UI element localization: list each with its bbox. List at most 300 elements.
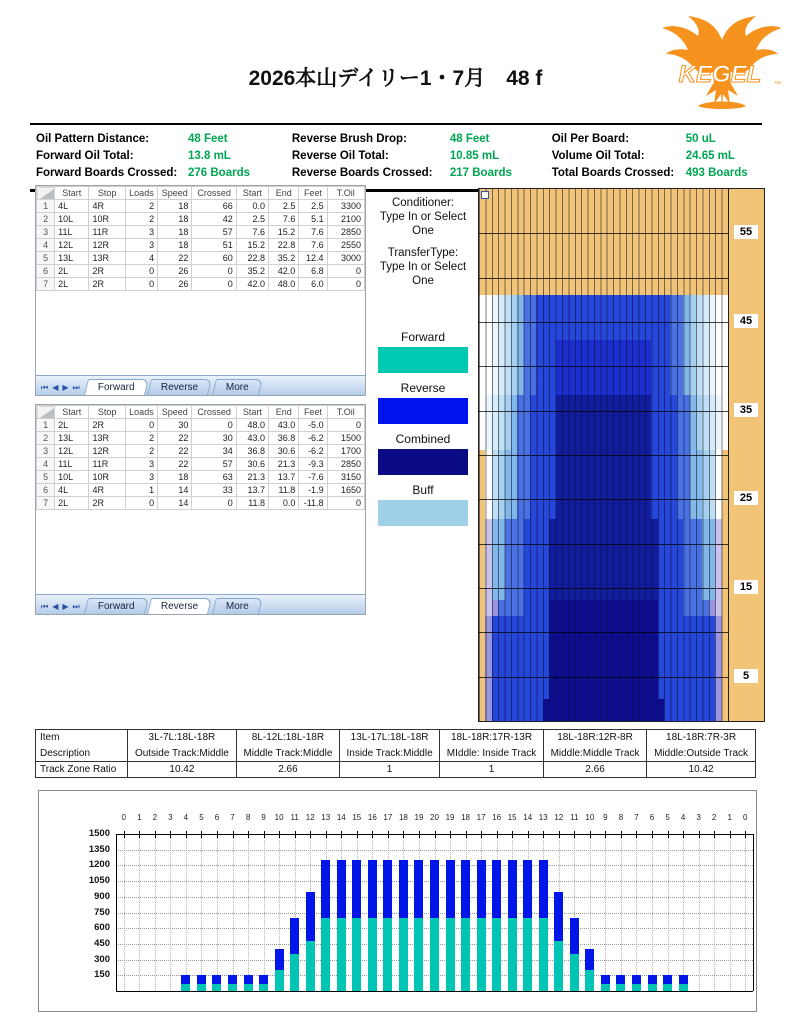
row-number: 5 bbox=[37, 471, 55, 484]
x-tick-label: 9 bbox=[603, 813, 608, 822]
bar-reverse bbox=[616, 975, 625, 984]
bar-reverse bbox=[446, 860, 455, 918]
x-tick-label: 7 bbox=[230, 813, 235, 822]
x-tick-label: 8 bbox=[245, 813, 251, 822]
tab-forward[interactable] bbox=[84, 379, 149, 395]
bar-reverse bbox=[508, 860, 517, 918]
y-tick-label: 150 bbox=[94, 969, 110, 981]
cell: 0 bbox=[192, 278, 236, 291]
bar-forward bbox=[290, 954, 299, 991]
zone-boards: 3L-7L:18L-18R bbox=[148, 732, 216, 743]
cell: -6.2 bbox=[299, 445, 327, 458]
cell: 0 bbox=[327, 497, 364, 510]
cell: 2R bbox=[89, 278, 125, 291]
sheet-nav-buttons bbox=[39, 603, 86, 614]
first-record-icon[interactable]: ⏮ bbox=[41, 602, 49, 611]
bar-forward bbox=[508, 918, 517, 991]
tab-label: More bbox=[225, 601, 249, 612]
lane-oil-pattern-graphic bbox=[478, 188, 765, 722]
summary-row bbox=[552, 166, 756, 181]
bar-forward bbox=[601, 984, 610, 991]
distance-line bbox=[479, 233, 728, 234]
cell: 2L bbox=[55, 497, 89, 510]
summary-label: Oil Pattern Distance: bbox=[36, 133, 150, 145]
column-header: Start bbox=[55, 406, 89, 419]
summary-column-2 bbox=[292, 132, 552, 181]
summary-value: 10.85 mL bbox=[449, 150, 500, 162]
cell: 0 bbox=[125, 278, 157, 291]
cell: 57 bbox=[192, 226, 236, 239]
cell: 3300 bbox=[327, 200, 364, 213]
cell: 60 bbox=[192, 252, 236, 265]
bar-reverse bbox=[523, 860, 532, 918]
x-tick-label: 5 bbox=[665, 813, 670, 822]
forward-sheet-tabbar bbox=[36, 375, 365, 395]
summary-row bbox=[552, 132, 756, 147]
x-tick-label: 8 bbox=[618, 813, 624, 822]
cell: 0 bbox=[192, 265, 236, 278]
bar-forward bbox=[539, 918, 548, 991]
cell: 2 bbox=[125, 445, 157, 458]
zone-description: Inside Track:Middle bbox=[346, 748, 433, 759]
x-tick-label: 2 bbox=[152, 813, 158, 822]
cell: -6.2 bbox=[299, 432, 327, 445]
x-gridline bbox=[621, 834, 622, 991]
x-gridline bbox=[683, 834, 684, 991]
cell: 10L bbox=[55, 213, 89, 226]
x-gridline bbox=[652, 834, 653, 991]
cell: 7.6 bbox=[236, 226, 268, 239]
x-tick-label: 0 bbox=[742, 813, 748, 822]
cell: 10R bbox=[89, 213, 125, 226]
distance-line bbox=[479, 411, 728, 412]
tab-forward[interactable] bbox=[84, 598, 149, 614]
x-gridline bbox=[217, 834, 218, 991]
reverse-sheet-grid bbox=[36, 405, 365, 510]
distance-line bbox=[479, 544, 728, 545]
legend-item bbox=[370, 432, 476, 475]
y-tick-label: 750 bbox=[94, 906, 110, 918]
x-tick-label: 5 bbox=[199, 813, 204, 822]
x-tick-label: 16 bbox=[367, 813, 377, 822]
row-number: 7 bbox=[37, 497, 55, 510]
prev-record-icon[interactable]: ◀ bbox=[52, 602, 59, 611]
cell: 4R bbox=[89, 484, 125, 497]
summary-label: Forward Oil Total: bbox=[36, 150, 134, 162]
cell: 7.6 bbox=[299, 226, 327, 239]
bar-forward bbox=[368, 918, 377, 991]
cell: 5.1 bbox=[299, 213, 327, 226]
page-title: 2026本山デイリー1・7月 48 f bbox=[248, 67, 543, 90]
cell: 15.2 bbox=[236, 239, 268, 252]
legend-swatch-reverse bbox=[378, 398, 468, 424]
cell: 3 bbox=[125, 226, 157, 239]
next-record-icon[interactable]: ▶ bbox=[62, 383, 69, 392]
track-zone-ratio-table bbox=[35, 729, 756, 778]
row-number: 4 bbox=[37, 239, 55, 252]
x-tick-label: 3 bbox=[168, 813, 173, 822]
bar-reverse bbox=[632, 975, 641, 984]
cell: 30 bbox=[158, 419, 192, 432]
cell: 10R bbox=[89, 471, 125, 484]
zone-boards: 13L-17L:18L-18R bbox=[350, 732, 429, 743]
summary-row bbox=[36, 149, 292, 164]
bar-forward bbox=[244, 984, 253, 991]
last-record-icon[interactable]: ⏭ bbox=[72, 602, 80, 611]
x-tick-label: 3 bbox=[696, 813, 701, 822]
x-tick-label: 19 bbox=[445, 813, 455, 822]
cell: 11R bbox=[89, 226, 125, 239]
distance-label: 45 bbox=[734, 314, 758, 328]
legend-swatch-combined bbox=[378, 449, 468, 475]
summary-label: Reverse Boards Crossed: bbox=[291, 167, 433, 179]
y-axis-line bbox=[116, 834, 117, 991]
bar-forward bbox=[197, 984, 206, 991]
distance-label: 35 bbox=[734, 403, 758, 417]
cell: 18 bbox=[158, 213, 192, 226]
cell: 30.6 bbox=[269, 445, 299, 458]
table-row bbox=[37, 213, 365, 226]
x-tick-label: 4 bbox=[183, 813, 189, 822]
cell: 57 bbox=[192, 458, 236, 471]
column-header: End bbox=[269, 406, 299, 419]
ratio-zone-cell bbox=[647, 730, 756, 762]
cell: 22 bbox=[158, 445, 192, 458]
legend-swatch-buff bbox=[378, 500, 468, 526]
cell: -1.9 bbox=[299, 484, 327, 497]
cell: 0 bbox=[192, 497, 236, 510]
bar-reverse bbox=[383, 860, 392, 918]
legend-item bbox=[370, 330, 476, 373]
lane-boards-area bbox=[479, 189, 728, 721]
x-tick-label: 11 bbox=[570, 813, 579, 822]
color-legend bbox=[370, 330, 476, 526]
cell: 33 bbox=[192, 484, 236, 497]
cell: 4L bbox=[55, 484, 89, 497]
bar-forward bbox=[492, 918, 501, 991]
cell: 35.2 bbox=[269, 252, 299, 265]
cell: 2550 bbox=[327, 239, 364, 252]
bar-reverse bbox=[212, 975, 221, 984]
column-header: Start bbox=[236, 187, 268, 200]
bar-forward bbox=[181, 984, 190, 991]
cell: 51 bbox=[192, 239, 236, 252]
ratio-row-label: Track Zone Ratio bbox=[36, 762, 128, 778]
bar-forward bbox=[306, 941, 315, 991]
legend-item-label: Buff bbox=[412, 483, 434, 497]
zone-boards: 18L-18R:7R-3R bbox=[666, 732, 737, 743]
bar-reverse bbox=[321, 860, 330, 918]
column-header: End bbox=[269, 187, 299, 200]
bar-forward bbox=[461, 918, 470, 991]
x-tick-label: 15 bbox=[352, 813, 362, 822]
x-tick-label: 4 bbox=[680, 813, 686, 822]
bar-forward bbox=[399, 918, 408, 991]
cell: 0.0 bbox=[269, 497, 299, 510]
transfer-type-label: TransferType: bbox=[387, 247, 459, 259]
cell: 2100 bbox=[327, 213, 364, 226]
tab-more[interactable] bbox=[212, 379, 263, 395]
distance-line bbox=[479, 278, 728, 279]
table-row bbox=[37, 278, 365, 291]
bar-reverse bbox=[259, 975, 268, 984]
x-tick-label: 20 bbox=[430, 813, 439, 822]
summary-row bbox=[36, 166, 292, 181]
cell: 12.4 bbox=[299, 252, 327, 265]
x-tick-label: 9 bbox=[261, 813, 266, 822]
kegel-logo-text: KEGEL bbox=[678, 61, 762, 88]
x-tick-label: 12 bbox=[554, 813, 564, 822]
bar-forward bbox=[523, 918, 532, 991]
zone-boards: 18L-18R:12R-8R bbox=[557, 732, 633, 743]
bar-reverse bbox=[585, 949, 594, 970]
cell: 4 bbox=[125, 252, 157, 265]
x-tick-label: 1 bbox=[727, 813, 732, 822]
zone-boards: 18L-18R:17R-13R bbox=[450, 732, 533, 743]
cell: 12R bbox=[89, 239, 125, 252]
x-tick-label: 1 bbox=[137, 813, 142, 822]
bar-reverse bbox=[414, 860, 423, 918]
bar-reverse bbox=[679, 975, 688, 984]
bar-forward bbox=[259, 984, 268, 991]
bar-reverse bbox=[461, 860, 470, 918]
cell: 0 bbox=[125, 419, 157, 432]
cell: 22.8 bbox=[236, 252, 268, 265]
bar-reverse bbox=[648, 975, 657, 984]
column-header: Speed bbox=[158, 187, 192, 200]
distance-line bbox=[479, 677, 728, 678]
cell: 36.8 bbox=[269, 432, 299, 445]
distance-label-column bbox=[728, 189, 764, 721]
summary-value: 24.65 mL bbox=[685, 150, 735, 162]
distance-line bbox=[479, 632, 728, 633]
distance-line bbox=[479, 588, 728, 589]
ratio-value: 2.66 bbox=[543, 762, 646, 778]
cell: 2.5 bbox=[299, 200, 327, 213]
cell: 6.0 bbox=[299, 278, 327, 291]
tab-label: Forward bbox=[97, 601, 135, 612]
sheet-header-row bbox=[37, 406, 365, 419]
bar-reverse bbox=[477, 860, 486, 918]
bar-forward bbox=[352, 918, 361, 991]
zone-description: Middle Track:Middle bbox=[243, 748, 333, 759]
baseline bbox=[116, 991, 753, 992]
cell: 30 bbox=[192, 432, 236, 445]
cell: -5.0 bbox=[299, 419, 327, 432]
last-record-icon[interactable]: ⏭ bbox=[72, 383, 80, 392]
cell: 4L bbox=[55, 200, 89, 213]
ratio-value: 10.42 bbox=[128, 762, 237, 778]
conditioner-value[interactable]: Type In or Select One bbox=[379, 211, 467, 237]
sheet-header-row bbox=[37, 187, 365, 200]
summary-row bbox=[552, 149, 756, 164]
cell: 22.8 bbox=[269, 239, 299, 252]
cell: 0 bbox=[125, 497, 157, 510]
bar-reverse bbox=[554, 892, 563, 942]
cell: 15.2 bbox=[269, 226, 299, 239]
y-tick-label: 1350 bbox=[88, 843, 110, 855]
cell: 11.8 bbox=[236, 497, 268, 510]
kegel-logo-tm: ™ bbox=[774, 81, 781, 88]
right-axis-line bbox=[753, 834, 754, 991]
cell: 42.0 bbox=[236, 278, 268, 291]
bar-reverse bbox=[539, 860, 548, 918]
summary-label: Reverse Brush Drop: bbox=[291, 133, 407, 145]
cell: 0 bbox=[327, 265, 364, 278]
bar-forward bbox=[679, 984, 688, 991]
column-header: Start bbox=[55, 187, 89, 200]
table-row bbox=[37, 252, 365, 265]
cell: 10L bbox=[55, 471, 89, 484]
lane-corner-icon bbox=[481, 191, 489, 199]
x-tick-label: 11 bbox=[290, 813, 299, 822]
cell: 12L bbox=[55, 445, 89, 458]
first-record-icon[interactable]: ⏮ bbox=[41, 383, 49, 392]
ratio-label-item: Item bbox=[40, 732, 60, 743]
cell: 14 bbox=[158, 497, 192, 510]
row-number: 2 bbox=[37, 432, 55, 445]
row-number: 7 bbox=[37, 278, 55, 291]
legend-item bbox=[370, 381, 476, 424]
transfer-type-value[interactable]: Type In or Select One bbox=[379, 261, 467, 287]
summary-value: 48 Feet bbox=[449, 133, 490, 145]
column-header: Loads bbox=[125, 187, 157, 200]
tab-more[interactable] bbox=[212, 598, 263, 614]
select-all-corner bbox=[37, 187, 55, 200]
bar-forward bbox=[632, 984, 641, 991]
x-tick-label: 18 bbox=[398, 813, 408, 822]
x-gridline bbox=[668, 834, 669, 991]
summary-value: 13.8 mL bbox=[188, 150, 231, 162]
cell: 48.0 bbox=[236, 419, 268, 432]
x-tick-label: 10 bbox=[585, 813, 595, 822]
y-tick-label: 900 bbox=[94, 890, 110, 902]
x-axis-line bbox=[116, 834, 753, 835]
cell: 22 bbox=[158, 432, 192, 445]
cell: 26 bbox=[158, 278, 192, 291]
prev-record-icon[interactable]: ◀ bbox=[52, 383, 59, 392]
cell: 13R bbox=[89, 432, 125, 445]
zone-description: MIddle: Inside Track bbox=[446, 748, 537, 759]
x-tick-label: 12 bbox=[305, 813, 315, 822]
cell: 18 bbox=[158, 226, 192, 239]
bar-forward bbox=[570, 954, 579, 991]
cell: 12L bbox=[55, 239, 89, 252]
bar-forward bbox=[616, 984, 625, 991]
distance-line bbox=[479, 366, 728, 367]
cell: 0 bbox=[125, 265, 157, 278]
summary-label: Total Boards Crossed: bbox=[551, 167, 675, 179]
bar-forward bbox=[585, 970, 594, 991]
y-tick-label: 450 bbox=[94, 937, 110, 949]
table-row bbox=[37, 471, 365, 484]
cell: 7.6 bbox=[269, 213, 299, 226]
bar-reverse bbox=[275, 949, 284, 970]
table-row bbox=[37, 200, 365, 213]
ratio-header-row bbox=[36, 730, 756, 762]
column-header: T.Oil bbox=[327, 187, 364, 200]
legend-item-label: Combined bbox=[395, 432, 451, 446]
zone-boards: 8L-12L:18L-18R bbox=[251, 732, 325, 743]
bar-reverse bbox=[306, 892, 315, 942]
x-tick-label: 2 bbox=[711, 813, 717, 822]
reverse-table-body bbox=[36, 405, 365, 594]
summary-row bbox=[292, 166, 552, 181]
cell: 13L bbox=[55, 432, 89, 445]
ratio-row-label bbox=[36, 730, 128, 762]
column-header: Speed bbox=[158, 406, 192, 419]
bar-forward bbox=[554, 941, 563, 991]
conditioner-field[interactable] bbox=[370, 196, 476, 238]
cell: 2.5 bbox=[236, 213, 268, 226]
cell: 12R bbox=[89, 445, 125, 458]
cell: 21.3 bbox=[269, 458, 299, 471]
cell: -11.8 bbox=[299, 497, 327, 510]
cell: 2R bbox=[89, 419, 125, 432]
column-header: Feet bbox=[299, 406, 327, 419]
next-record-icon[interactable]: ▶ bbox=[62, 602, 69, 611]
bar-forward bbox=[477, 918, 486, 991]
distance-label: 15 bbox=[734, 580, 758, 594]
summary-value: 276 Boards bbox=[188, 167, 251, 179]
summary-row bbox=[292, 149, 552, 164]
summary-row bbox=[292, 132, 552, 147]
cell: 2L bbox=[55, 278, 89, 291]
forward-sheet-grid bbox=[36, 186, 365, 291]
row-number: 3 bbox=[37, 226, 55, 239]
ratio-zone-cell bbox=[543, 730, 646, 762]
row-number: 1 bbox=[37, 200, 55, 213]
bar-reverse bbox=[290, 918, 299, 955]
cell: 42 bbox=[192, 213, 236, 226]
column-header: T.Oil bbox=[327, 406, 364, 419]
x-tick-label: 6 bbox=[649, 813, 655, 822]
cell: 18 bbox=[158, 471, 192, 484]
row-number: 6 bbox=[37, 265, 55, 278]
table-row bbox=[37, 497, 365, 510]
bar-forward bbox=[663, 984, 672, 991]
cell: 2L bbox=[55, 419, 89, 432]
x-tick-label: 19 bbox=[414, 813, 424, 822]
bar-forward bbox=[228, 984, 237, 991]
cell: 0.0 bbox=[236, 200, 268, 213]
bar-reverse bbox=[181, 975, 190, 984]
cell: 22 bbox=[158, 458, 192, 471]
transfer-type-field[interactable] bbox=[370, 246, 476, 288]
column-header: Crossed bbox=[192, 187, 236, 200]
legend-item-label: Reverse bbox=[400, 381, 446, 395]
bar-reverse bbox=[663, 975, 672, 984]
summary-value: 493 Boards bbox=[685, 167, 748, 179]
cell: 3 bbox=[125, 458, 157, 471]
distance-label: 25 bbox=[734, 491, 758, 505]
forward-table-body bbox=[36, 186, 365, 375]
ratio-value: 1 bbox=[340, 762, 440, 778]
zone-description: Middle:Outside Track bbox=[654, 748, 749, 759]
table-row bbox=[37, 484, 365, 497]
x-tick-label: 7 bbox=[634, 813, 639, 822]
x-gridline bbox=[201, 834, 202, 991]
cell: 13R bbox=[89, 252, 125, 265]
tab-reverse[interactable] bbox=[147, 598, 212, 614]
distance-line bbox=[479, 322, 728, 323]
tab-reverse[interactable] bbox=[147, 379, 212, 395]
summary-strip bbox=[30, 123, 762, 192]
table-row bbox=[37, 239, 365, 252]
bar-reverse bbox=[492, 860, 501, 918]
zone-description: Middle:Middle Track bbox=[550, 748, 640, 759]
y-tick-label: 1200 bbox=[88, 859, 110, 871]
